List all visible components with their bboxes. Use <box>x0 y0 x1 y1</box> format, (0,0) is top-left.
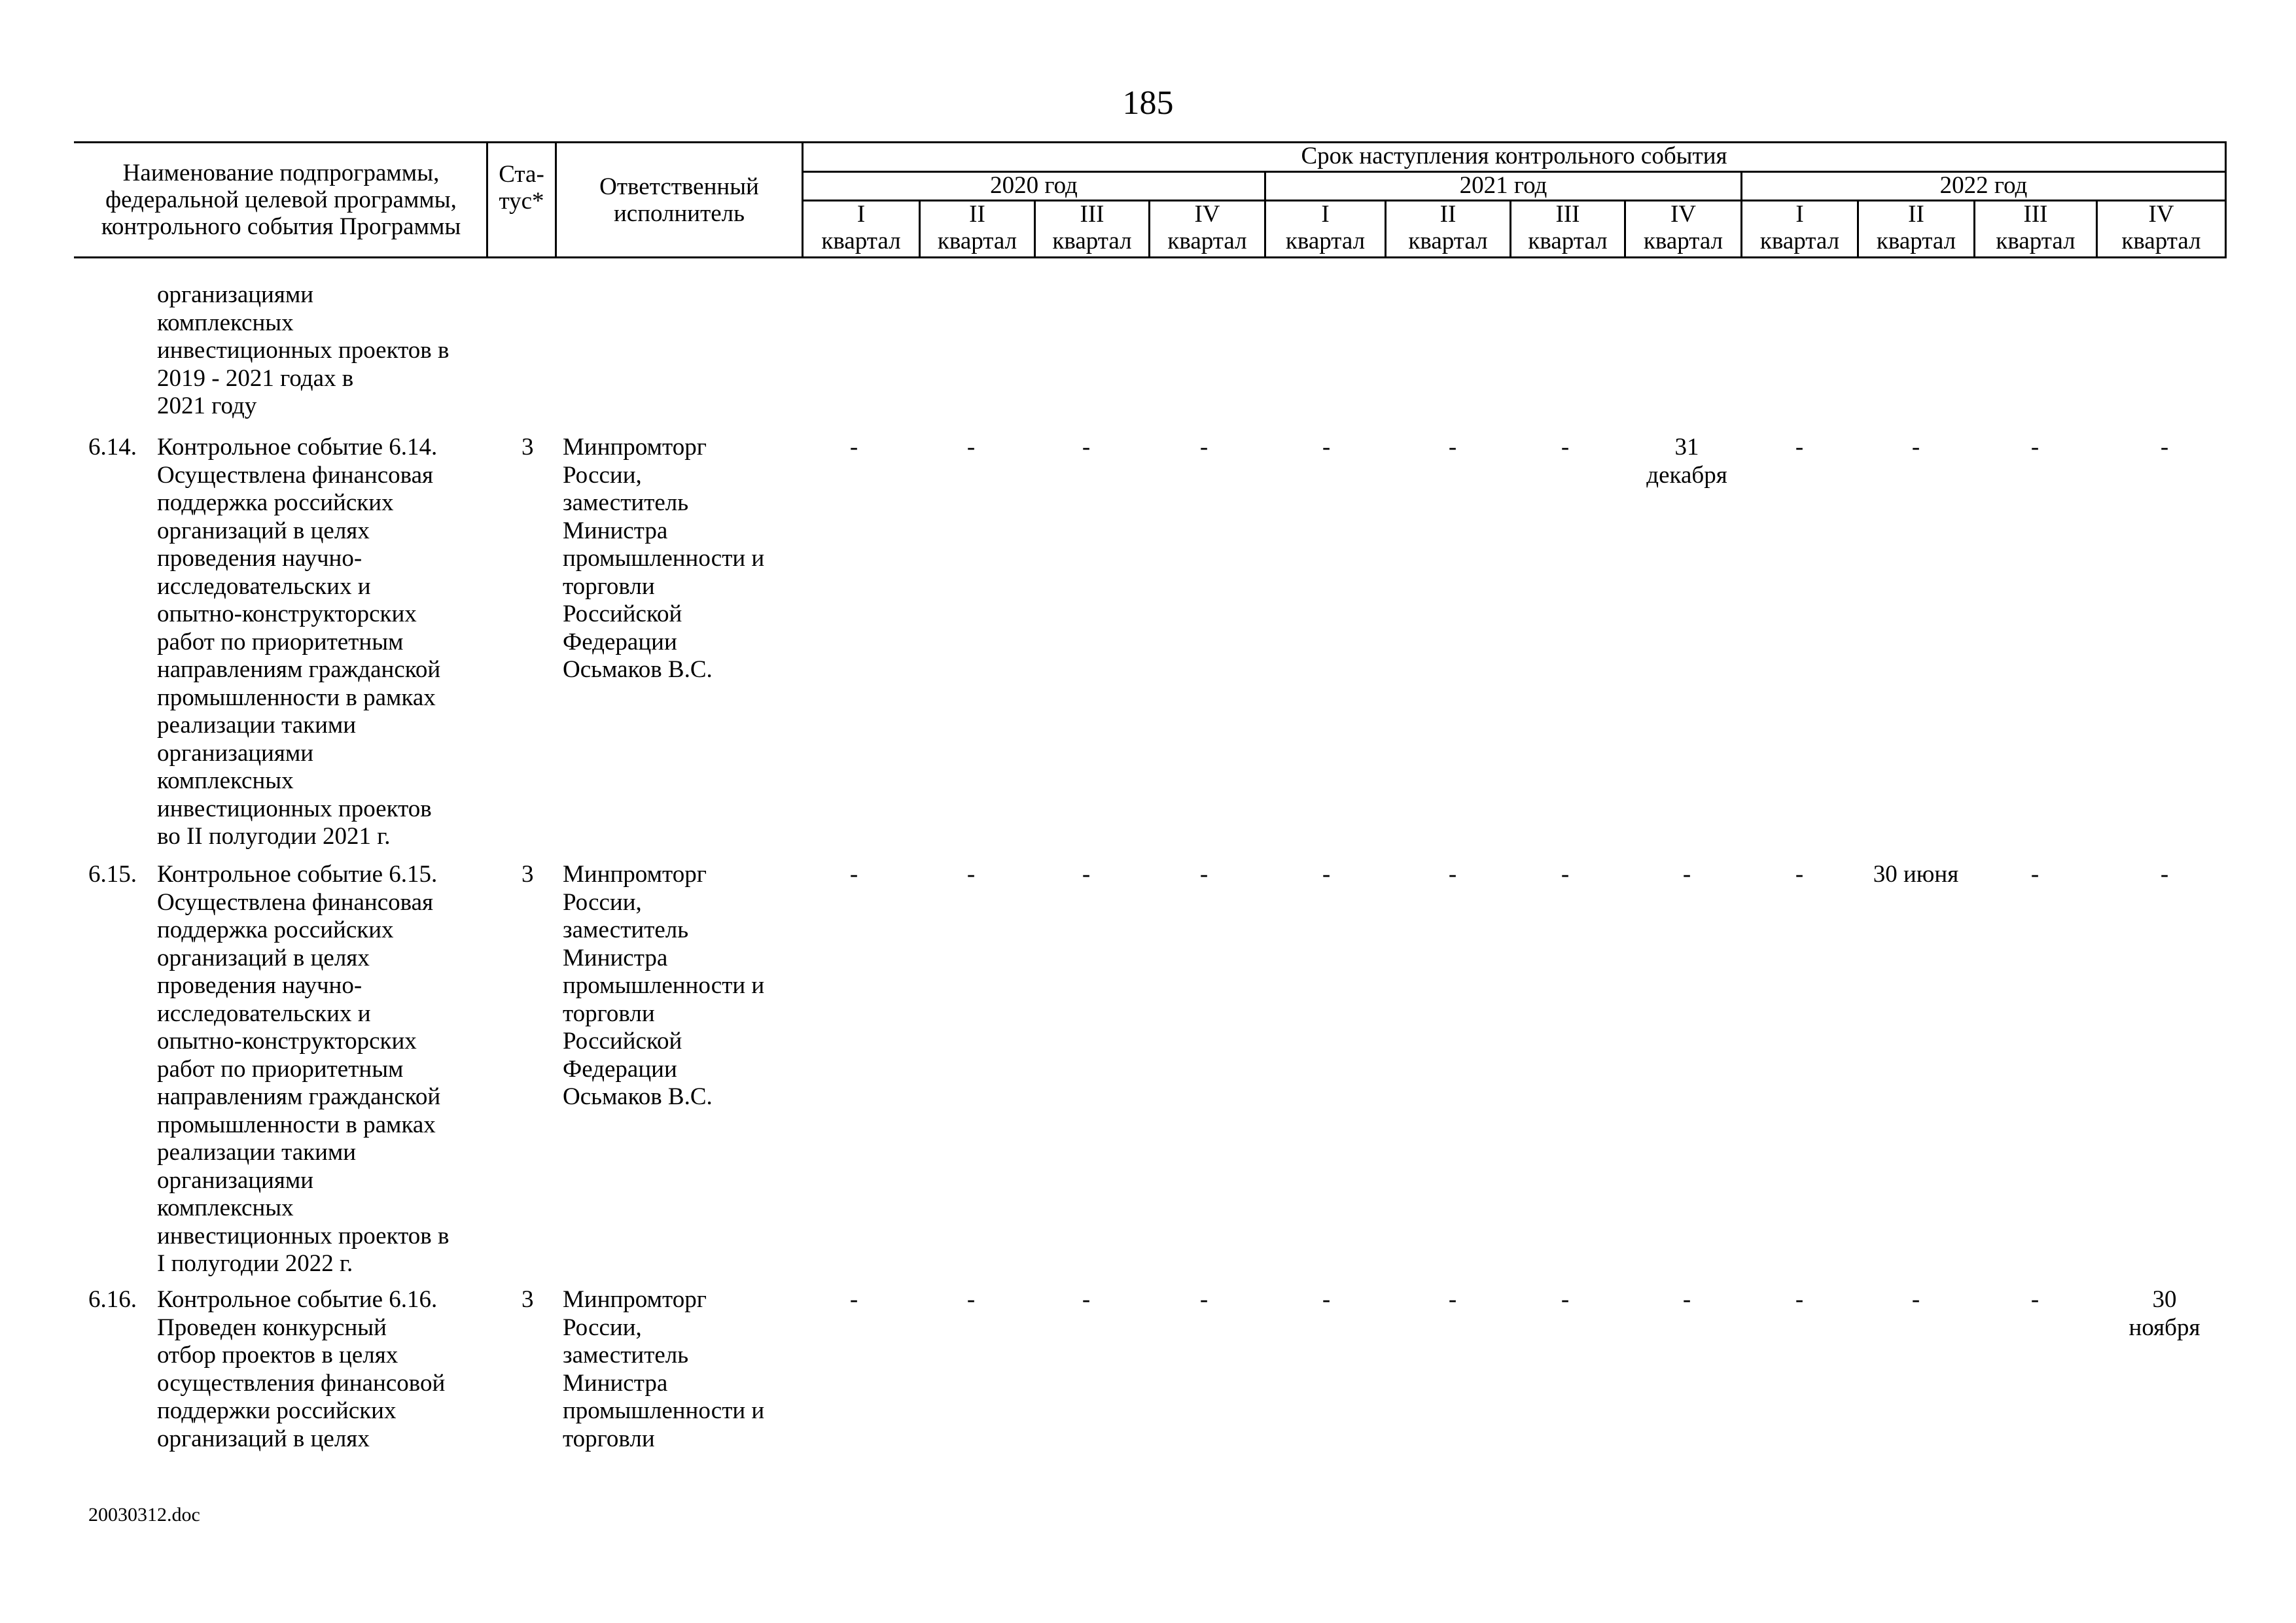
quarter-cell-line: - <box>1199 434 1209 461</box>
status-column-header-line: Ста- <box>499 161 544 188</box>
event-name-line: исследовательских и <box>157 1000 371 1027</box>
quarter-header <box>1859 197 1973 258</box>
event-name-line: исследовательских и <box>157 572 371 600</box>
quarter-cell <box>1394 861 1511 889</box>
quarter-cell-line: - <box>1448 861 1457 888</box>
event-name-line: реализации такими <box>157 1139 357 1166</box>
quarter-cell <box>1740 861 1858 889</box>
quarter-cell-line: - <box>2160 434 2169 461</box>
event-name-line: промышленности в рамках <box>157 1111 436 1138</box>
quarter-cell <box>1857 1286 1975 1314</box>
quarter-cell <box>912 1286 1030 1314</box>
year-header-2020-line: 2020 год <box>990 171 1078 199</box>
event-name-line: инвестиционных проектов в <box>157 1222 450 1249</box>
table-rule <box>2225 141 2227 258</box>
quarter-cell-line: - <box>966 434 976 461</box>
event-name <box>157 861 449 1278</box>
executor-column-header <box>557 143 802 256</box>
responsible-executor-line: Министра <box>563 517 668 544</box>
event-name-line: отбор проектов в целях <box>157 1342 398 1369</box>
quarter-cell <box>1628 434 1746 489</box>
quarter-header <box>1742 197 1857 258</box>
quarter-cell-line: - <box>1082 1286 1091 1313</box>
quarter-cell-line: - <box>1795 1286 1804 1313</box>
quarter-cell <box>1145 861 1263 889</box>
event-name-line: Контрольное событие 6.15. <box>157 861 438 888</box>
quarter-cell <box>2106 1286 2223 1342</box>
responsible-executor-line: Федерации <box>563 628 677 655</box>
quarter-cell-line: - <box>1795 861 1804 888</box>
name-column-header-line: федеральной целевой программы, <box>105 186 457 213</box>
quarter-cell <box>795 1286 913 1314</box>
quarter-cell-line: - <box>966 1286 976 1313</box>
quarter-header-line: квартал <box>1876 227 1956 254</box>
event-name-line: проведения научно- <box>157 972 362 999</box>
quarter-cell-line: - <box>1682 861 1691 888</box>
quarter-cell <box>912 861 1030 889</box>
name-column-header-line: контрольного события Программы <box>101 213 461 240</box>
quarter-header-line: квартал <box>1167 227 1247 254</box>
quarter-cell <box>795 861 913 889</box>
quarter-header-text <box>1528 201 1607 254</box>
quarter-header <box>1150 197 1264 258</box>
responsible-executor <box>563 434 764 684</box>
event-name-line: Осуществлена финансовая <box>157 461 434 489</box>
quarter-header-text <box>1286 201 1365 254</box>
file-name-footer: 20030312.doc <box>88 1504 200 1526</box>
event-name-line: комплексных <box>157 1195 294 1221</box>
event-name-line: организаций в целях <box>157 517 370 544</box>
quarter-header-line: квартал <box>1996 227 2075 254</box>
quarter-cell <box>1740 1286 1858 1314</box>
quarter-cell <box>2106 434 2223 462</box>
quarter-cell-line: - <box>1911 434 1920 461</box>
responsible-executor-line: промышленности и <box>563 1397 765 1424</box>
quarter-header-line: квартал <box>1052 227 1132 254</box>
quarter-cell-line: 30 <box>2152 1286 2177 1313</box>
status-value: 3 <box>521 1286 534 1313</box>
event-name-line: I полугодии 2022 г. <box>157 1250 353 1277</box>
responsible-executor-line: промышленности и <box>563 972 765 999</box>
quarter-cell <box>1145 434 1263 462</box>
status-column-header-text <box>499 161 544 215</box>
event-name-line: проведения научно- <box>157 545 362 572</box>
quarter-cell-line: ноября <box>2128 1314 2200 1341</box>
quarter-header <box>2098 197 2225 258</box>
quarter-cell-line: - <box>1448 1286 1457 1313</box>
event-name <box>157 434 440 851</box>
quarter-cell-line: 30 июня <box>1873 861 1959 888</box>
quarter-header-line: II <box>1908 200 1924 228</box>
quarter-header-line: IV <box>2148 200 2174 228</box>
name-column-header <box>76 143 486 256</box>
responsible-executor-line: заместитель <box>563 489 689 516</box>
status-value: 3 <box>521 434 534 461</box>
event-name-line: инвестиционных проектов <box>157 795 432 822</box>
event-name-line: поддержки российских <box>157 1397 397 1424</box>
continuation-text-line: 2021 году <box>157 393 257 419</box>
quarter-cell <box>1027 861 1145 889</box>
responsible-executor-line: торговли <box>563 1425 655 1452</box>
quarter-cell-line: - <box>1795 434 1804 461</box>
quarter-cell <box>1506 1286 1624 1314</box>
event-name-line: работ по приоритетным <box>157 1055 404 1083</box>
responsible-executor-line: Минпромторг <box>563 434 707 461</box>
event-name-line: Проведен конкурсный <box>157 1314 387 1341</box>
quarter-header-line: III <box>1555 200 1580 228</box>
continuation-text-line: 2019 - 2021 годах в <box>157 364 354 392</box>
quarter-header-line: I <box>1795 200 1804 228</box>
quarter-cell-line: - <box>966 861 976 888</box>
quarter-cell-line: - <box>1082 434 1091 461</box>
quarter-cell <box>1857 434 1975 462</box>
quarter-cell <box>1628 861 1746 889</box>
quarter-header-text <box>1167 201 1246 254</box>
quarter-cell <box>1394 1286 1511 1314</box>
event-name-line: комплексных <box>157 767 294 794</box>
continuation-text-line: инвестиционных проектов в <box>157 337 450 364</box>
row-number: 6.15. <box>88 861 137 888</box>
responsible-executor-line: России, <box>563 888 642 916</box>
quarter-cell <box>1976 434 2094 462</box>
quarter-header-text <box>1877 201 1956 254</box>
quarter-cell-line: - <box>2030 861 2040 888</box>
event-name-line: Контрольное событие 6.14. <box>157 434 438 461</box>
quarter-cell <box>1857 861 1975 889</box>
quarter-header-line: III <box>2023 200 2048 228</box>
quarter-header <box>1266 197 1385 258</box>
row-number: 6.14. <box>88 434 137 461</box>
quarter-header-line: I <box>1321 200 1330 228</box>
event-name-line: организациями <box>157 739 314 767</box>
event-name-line: опытно-конструкторских <box>157 1028 417 1055</box>
quarter-cell-line: - <box>1561 1286 1570 1313</box>
quarter-cell-line: - <box>1082 861 1091 888</box>
year-header-2022-line: 2022 год <box>1939 171 2028 199</box>
responsible-executor-line: Минпромторг <box>563 861 707 888</box>
responsible-executor-line: России, <box>563 1314 642 1341</box>
quarter-cell <box>1976 1286 2094 1314</box>
responsible-executor-line: Министра <box>563 944 668 971</box>
quarter-header-line: IV <box>1194 200 1220 228</box>
event-name-line: поддержка российских <box>157 916 394 943</box>
quarter-cell <box>2106 861 2223 889</box>
quarter-header <box>1036 197 1148 258</box>
status-value: 3 <box>521 861 534 888</box>
responsible-executor-line: Федерации <box>563 1055 677 1083</box>
quarter-cell-line: - <box>1199 1286 1209 1313</box>
quarter-cell-line: - <box>2160 861 2169 888</box>
quarter-header-line: квартал <box>821 227 901 254</box>
responsible-executor-line: торговли <box>563 1000 655 1027</box>
executor-column-header-line: исполнитель <box>613 200 745 227</box>
event-name-line: организаций в целях <box>157 944 370 971</box>
year-header-2020-text <box>990 172 1078 199</box>
quarter-cell <box>1628 1286 1746 1314</box>
quarter-cell <box>1506 434 1624 462</box>
quarter-header-text <box>1996 201 2075 254</box>
quarter-cell-line: - <box>1322 1286 1331 1313</box>
quarter-cell <box>912 434 1030 462</box>
quarter-header-text <box>821 201 900 254</box>
quarter-header <box>921 197 1034 258</box>
quarter-header <box>1511 197 1624 258</box>
quarter-cell <box>1394 434 1511 462</box>
quarter-cell-line: - <box>1322 861 1331 888</box>
quarter-header-line: IV <box>1670 200 1697 228</box>
responsible-executor-line: России, <box>563 461 642 489</box>
event-name-line: опытно-конструкторских <box>157 601 417 627</box>
responsible-executor <box>563 1286 764 1453</box>
quarter-cell-line: - <box>849 861 858 888</box>
quarter-header-text <box>1052 201 1131 254</box>
responsible-executor-line: заместитель <box>563 916 689 943</box>
year-header-2022-text <box>1940 172 2028 199</box>
quarter-cell <box>1976 861 2094 889</box>
quarter-cell-line: - <box>1561 434 1570 461</box>
quarter-header <box>1626 197 1740 258</box>
event-name-line: осуществления финансовой <box>157 1369 446 1397</box>
quarter-cell-line: декабря <box>1646 461 1727 489</box>
event-name-line: промышленности в рамках <box>157 684 436 711</box>
event-name <box>157 1286 445 1453</box>
quarter-cell <box>1267 861 1385 889</box>
event-name-line: во II полугодии 2021 г. <box>157 823 391 850</box>
quarter-cell-line: - <box>1561 861 1570 888</box>
status-column-header-line: тус* <box>499 188 544 215</box>
quarter-cell-line: - <box>1448 434 1457 461</box>
quarter-cell-line: - <box>1199 861 1209 888</box>
responsible-executor-line: Минпромторг <box>563 1286 707 1313</box>
quarter-header-line: III <box>1080 200 1104 228</box>
responsible-executor-line: торговли <box>563 572 655 600</box>
year-header-2021-text <box>1460 172 1547 199</box>
quarter-header-line: квартал <box>937 227 1017 254</box>
quarter-cell-line: 31 <box>1674 434 1699 461</box>
quarter-header-line: квартал <box>2121 227 2201 254</box>
status-column-header <box>488 161 555 256</box>
continuation-text-line: комплексных <box>157 309 294 336</box>
event-name-line: работ по приоритетным <box>157 628 404 655</box>
quarter-header-line: I <box>857 200 866 228</box>
row-number: 6.16. <box>88 1286 137 1313</box>
responsible-executor-line: промышленности и <box>563 545 765 572</box>
quarter-header-line: квартал <box>1528 227 1608 254</box>
continuation-text <box>157 281 449 421</box>
name-column-header-text <box>101 160 461 240</box>
quarter-cell <box>1740 434 1858 462</box>
quarter-cell-line: - <box>2030 1286 2040 1313</box>
responsible-executor-line: Министра <box>563 1369 668 1397</box>
quarter-header-line: квартал <box>1285 227 1366 254</box>
responsible-executor-line: Осьмаков В.С. <box>563 1083 713 1110</box>
quarter-header-text <box>938 201 1017 254</box>
event-name-line: направлениям гражданской <box>157 656 441 683</box>
event-name-line: поддержка российских <box>157 489 394 516</box>
quarter-cell-line: - <box>1682 1286 1691 1313</box>
quarter-header-line: квартал <box>1408 227 1488 254</box>
quarter-header-text <box>1644 201 1723 254</box>
name-column-header-line: Наименование подпрограммы, <box>122 160 440 186</box>
quarter-header-text <box>2121 201 2200 254</box>
event-name-line: направлениям гражданской <box>157 1083 441 1110</box>
quarter-header <box>1975 197 2096 258</box>
event-name-line: Контрольное событие 6.16. <box>157 1286 438 1313</box>
responsible-executor-line: Российской <box>563 601 682 627</box>
responsible-executor-line: Российской <box>563 1028 682 1055</box>
quarter-header-line: квартал <box>1643 227 1723 254</box>
quarter-header-text <box>1760 201 1839 254</box>
event-name-line: организациями <box>157 1166 314 1194</box>
quarter-header-line: II <box>1439 200 1457 228</box>
deadline-header-line: Срок наступления контрольного события <box>1301 143 1727 169</box>
quarter-cell-line: - <box>849 1286 858 1313</box>
deadline-header-text <box>1301 143 1727 169</box>
quarter-cell-line: - <box>849 434 858 461</box>
quarter-header-line: II <box>969 200 985 228</box>
responsible-executor <box>563 861 764 1111</box>
event-name-line: организаций в целях <box>157 1425 370 1452</box>
responsible-executor-line: заместитель <box>563 1342 689 1369</box>
executor-column-header-line: Ответственный <box>599 173 759 200</box>
quarter-header-text <box>1408 201 1487 254</box>
event-name-line: реализации такими <box>157 712 357 739</box>
quarter-cell <box>1145 1286 1263 1314</box>
quarter-cell <box>1267 434 1385 462</box>
executor-column-header-text <box>599 173 759 227</box>
quarter-cell-line: - <box>1911 1286 1920 1313</box>
event-name-line: Осуществлена финансовая <box>157 888 434 916</box>
page-number: 185 <box>1122 84 1174 122</box>
quarter-cell-line: - <box>2030 434 2040 461</box>
quarter-header <box>1386 197 1510 258</box>
quarter-cell <box>1027 434 1145 462</box>
quarter-header <box>804 197 919 258</box>
quarter-cell <box>795 434 913 462</box>
quarter-cell <box>1267 1286 1385 1314</box>
quarter-cell-line: - <box>1322 434 1331 461</box>
quarter-cell <box>1027 1286 1145 1314</box>
responsible-executor-line: Осьмаков В.С. <box>563 656 713 683</box>
quarter-cell <box>1506 861 1624 889</box>
continuation-text-line: организациями <box>157 281 314 308</box>
year-header-2021-line: 2021 год <box>1459 171 1547 199</box>
quarter-header-line: квартал <box>1759 227 1840 254</box>
